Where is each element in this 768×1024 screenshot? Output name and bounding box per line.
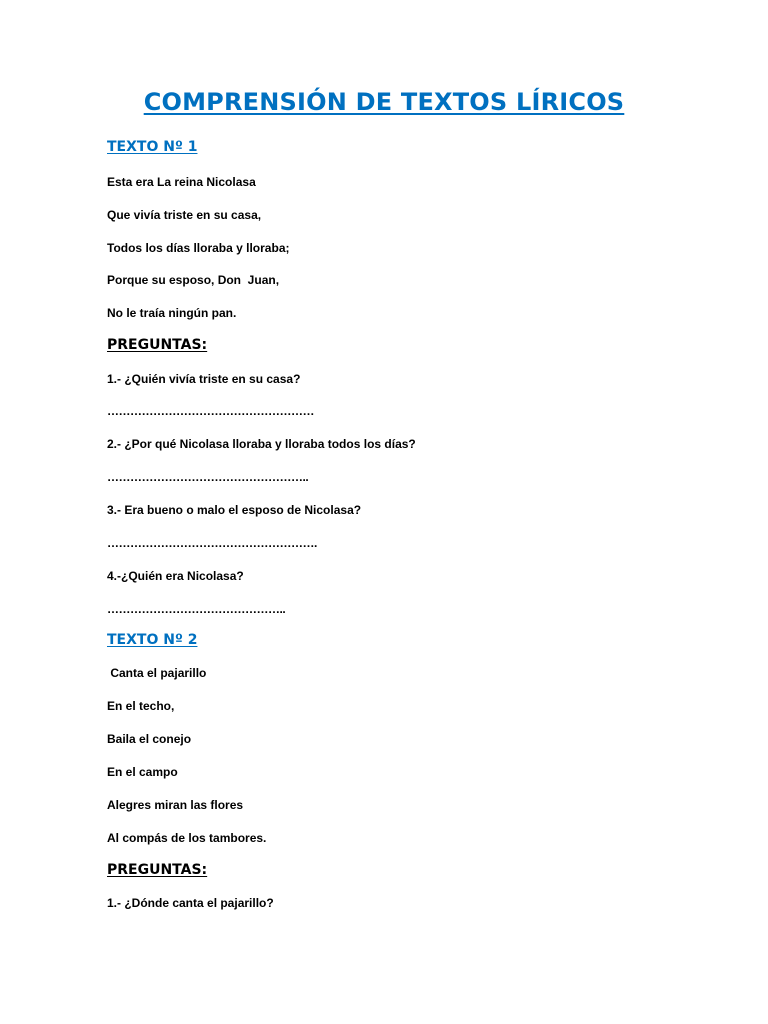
texto-2-verse: Al compás de los tambores. [107,831,267,845]
texto-1-verse: Esta era La reina Nicolasa [107,175,256,189]
texto-1-verse: No le traía ningún pan. [107,306,237,320]
question: 1.- ¿Dónde canta el pajarillo? [107,896,274,910]
texto-2-verse: Alegres miran las flores [107,798,244,812]
answer-line: ……………………………………….. [107,602,286,616]
question: 2.- ¿Por qué Nicolasa lloraba y lloraba todos los días? [107,437,416,451]
texto-2-verse: Baila el conejo [107,732,192,746]
answer-line: ……………………………………………… [107,404,314,418]
texto-1-questions-heading: PREGUNTAS: [107,337,208,353]
texto-2-questions-heading: PREGUNTAS: [107,862,208,878]
texto-2-heading: TEXTO Nº 2 [107,632,198,648]
answer-line: ………………………………………………. [107,536,317,550]
page-title: COMPRENSIÓN DE TEXTOS LÍRICOS [143,88,625,116]
texto-2-verse: En el techo, [107,699,175,713]
texto-2-verse: En el campo [107,765,178,779]
answer-line: …………………………………………….. [107,470,309,484]
texto-1-heading: TEXTO Nº 1 [107,139,198,155]
texto-1-verse: Todos los días lloraba y lloraba; [107,241,290,255]
texto-1-verse: Que vivía triste en su casa, [107,208,262,222]
texto-2-verse: Canta el pajarillo [107,666,207,680]
question: 1.- ¿Quién vivía triste en su casa? [107,372,301,386]
texto-1-verse: Porque su esposo, Don Juan, [107,273,280,287]
question: 3.- Era bueno o malo el esposo de Nicolasa? [107,503,362,517]
question: 4.-¿Quién era Nicolasa? [107,569,244,583]
